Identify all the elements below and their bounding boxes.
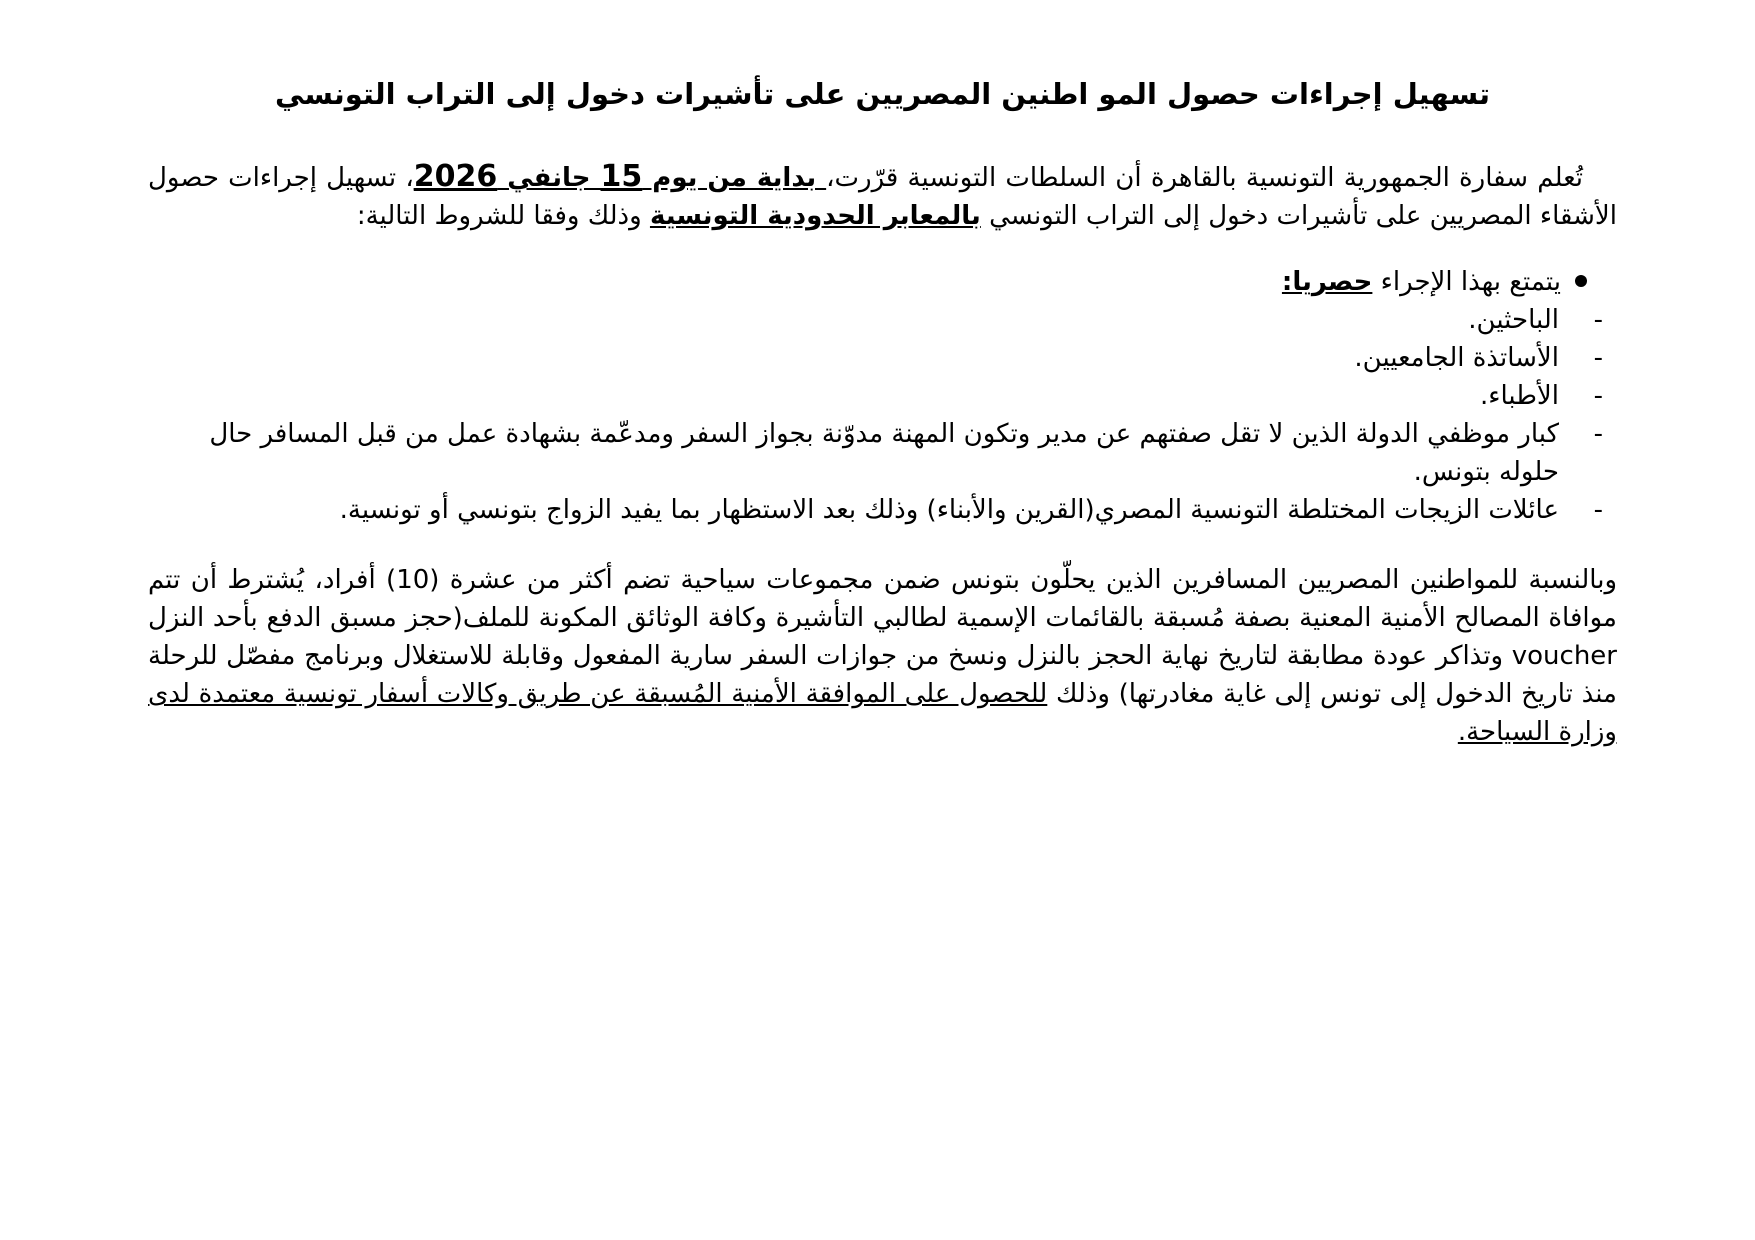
list-item-text: الأساتذة الجامعيين. [1354, 343, 1559, 373]
bullet-emphasis: حصريا: [1281, 267, 1373, 297]
list-item [148, 339, 1617, 377]
border-crossings-emphasis: بالمعابر الحدودية التونسية [649, 201, 981, 231]
bullet-text: يتمتع بهذا الإجراء [1372, 267, 1561, 297]
tourist-groups-text: وبالنسبة للمواطنين المصريين المسافرين الذين يحلّون بتونس ضمن مجموعات سياحية تضم أكثر من عشرة (10) أفراد، يُشترط أن تتم موافاة المصالح الأمنية المعنية بصفة مُسبقة بالقائمات الإسمية لطالبي التأشيرة وكافة الوثائق المكونة للملف(حجز مسبق الدفع بأحد النزل voucher وتذاكر عودة مطابقة لتاريخ نهاية الحجز بالنزل ونسخ من جوازات السفر سارية المفعول وقابلة للاستغلال وبرنامج مفصّل للرحلة منذ تاريخ الدخول إلى تونس إلى غاية مغادرتها) وذلك [148, 565, 1617, 709]
intro-text-3: وذلك وفقا للشروط التالية: [356, 201, 650, 231]
beneficiaries-list [148, 301, 1617, 529]
list-item-text: الباحثين. [1468, 305, 1559, 335]
security-approval-underlined: للحصول على الموافقة الأمنية المُسبقة عن طريق وكالات أسفار تونسية معتمدة لدى وزارة السياحة. [148, 679, 1617, 747]
start-date-month: جانفي [497, 163, 601, 193]
start-date-day: 15 [600, 159, 643, 194]
dash-marker: - [1593, 495, 1603, 525]
list-item [148, 415, 1617, 491]
beneficiaries-bullet [148, 263, 1617, 301]
intro-paragraph [148, 158, 1617, 235]
list-item-text: الأطباء. [1479, 381, 1559, 411]
dash-marker: - [1593, 381, 1603, 411]
document-body [148, 74, 1617, 751]
dash-marker: - [1593, 343, 1603, 373]
start-date [413, 159, 827, 194]
list-item [148, 301, 1617, 339]
dash-marker: - [1593, 419, 1603, 449]
document-title: تسهيل إجراءات حصول المو اطنين المصريين على تأشيرات دخول إلى التراب التونسي [275, 77, 1490, 111]
list-item-text: عائلات الزيجات المختلطة التونسية المصري(القرين والأبناء) وذلك بعد الاستظهار بما يفيد الزواج بتونسي أو تونسية. [339, 495, 1559, 525]
dash-marker: - [1593, 305, 1603, 335]
tourist-groups-paragraph [148, 561, 1617, 751]
start-date-prefix: بداية من يوم [642, 163, 827, 193]
list-item [148, 491, 1617, 529]
intro-text-1: تُعلم سفارة الجمهورية التونسية بالقاهرة أن السلطات التونسية قرّرت، [826, 163, 1584, 193]
bullet-dot-icon [1575, 275, 1587, 287]
intro-text-2: ، تسهيل إجراءات حصول الأشقاء المصريين على تأشيرات دخول إلى التراب التونسي [148, 163, 1617, 231]
list-item [148, 377, 1617, 415]
start-date-year: 2026 [413, 159, 498, 194]
list-item-text: كبار موظفي الدولة الذين لا تقل صفتهم عن مدير وتكون المهنة مدوّنة بجواز السفر ومدعّمة بشهادة عمل من قبل المسافر حال حلوله بتونس. [209, 419, 1559, 487]
